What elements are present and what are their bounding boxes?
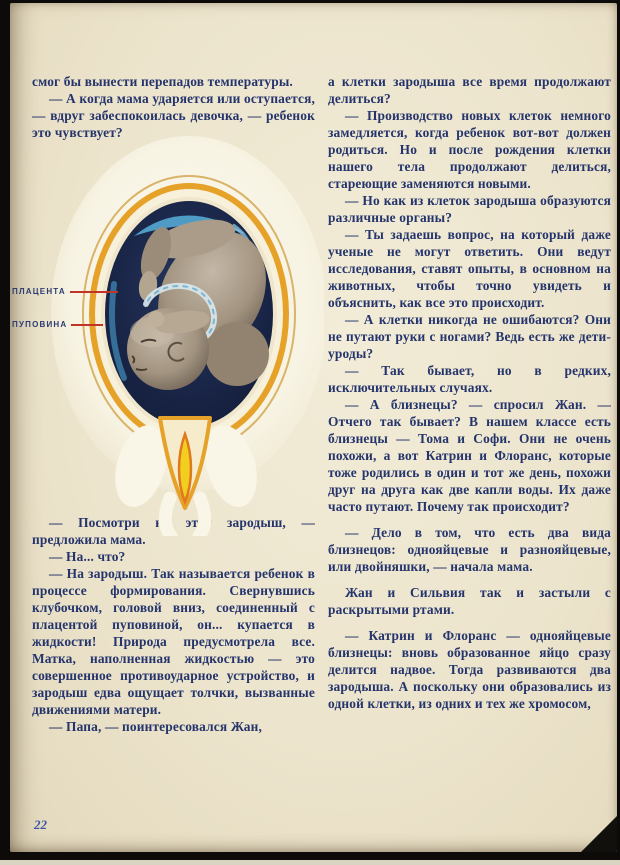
umbilical-label-text: ПУПОВИНА — [12, 320, 68, 329]
scan-bottom-edge — [0, 860, 620, 865]
paragraph: — А близнецы? — спросил Жан. — Отчего так бывает? В нашем классе есть близнецы — Тома и Софи. Они не очень похожи, а вот Катрин и Флоранс, которые тоже родились в один и тот же день, похожи друг на друга как две капли воды. Их даже часто путают. Почему так происходит? — [328, 397, 611, 514]
paragraph: — Ты задаешь вопрос, на который даже ученые не могут ответить. Они ведут исследования, ставят опыты, в основном на животных, чтобы точно увидеть и объяснить, как все это происходит. — [328, 227, 611, 310]
paragraph: — Посмотри на этот зародыш, — предложила мама. — [32, 515, 315, 547]
paragraph: — На... что? — [49, 549, 126, 564]
page-number: 22 — [34, 817, 47, 832]
fetus-mouth — [136, 369, 147, 370]
paragraph: — Но как из клеток зародыша образуются различные органы? — [328, 193, 611, 225]
paragraph: смог бы вынести перепадов температуры. — [32, 74, 293, 89]
placenta-leader-line — [70, 291, 118, 293]
paragraph: — Папа, — поинтересовался Жан, — [49, 719, 262, 734]
fetus-hips — [205, 322, 269, 386]
paragraph: — Производство новых клеток немного замедляется, когда ребенок вот-вот должен родиться. Но и после рождения клетки нашего тела продолжают делиться, стареющие заменяются новыми. — [328, 108, 611, 191]
paragraph: — А клетки никогда не ошибаются? Они не путают руки с ногами? Ведь есть же дети-уроды? — [328, 312, 611, 361]
paragraph: Жан и Сильвия так и застыли с раскрытыми ртами. — [328, 585, 611, 617]
page-corner-shadow — [581, 816, 617, 852]
right-column — [328, 73, 611, 712]
left-column — [32, 73, 315, 735]
paragraph: — Дело в том, что есть два вида близнецов: однояйцевые и разнояйцевые, или двойняшки, — начала мама. — [328, 525, 611, 574]
fetus-hand — [148, 311, 164, 327]
umbilical-leader-line — [71, 324, 103, 326]
cervix-canal — [106, 418, 265, 536]
paragraph: — На зародыш. Так называется ребенок в процессе формирования. Свернувшись клубочком, головой вниз, соединенный с плацентой пуповиной, он... купается в жидкости! Природа предусмотрела все. Матка, наполненная жидкостью — это совершенное противоударное устройство, и зародыш едва ощущает толчки, вызванные движениями матери. — [32, 566, 315, 717]
placenta-label-text: ПЛАЦЕНТА — [12, 287, 66, 296]
womb-diagram — [44, 136, 324, 536]
book-page — [10, 3, 617, 852]
paragraph: — А когда мама ударяется или оступается, — вдруг забеспокоилась девочка, — ребенок это чувствует? — [32, 91, 315, 140]
paragraph: — Катрин и Флоранс — однояйцевые близнецы: вновь образованное яйцо сразу делится надвое. Тогда развиваются два зародыша. А поскольку они образовались из одной клетки, из одних и тех же хромосом, — [328, 628, 611, 711]
paragraph: — Так бывает, но в редких, исключительных случаях. — [328, 363, 611, 395]
placenta-label — [12, 287, 118, 296]
paragraph: а клетки зародыша все время продолжают делиться? — [328, 74, 611, 106]
umbilical-cord-label — [12, 320, 103, 329]
